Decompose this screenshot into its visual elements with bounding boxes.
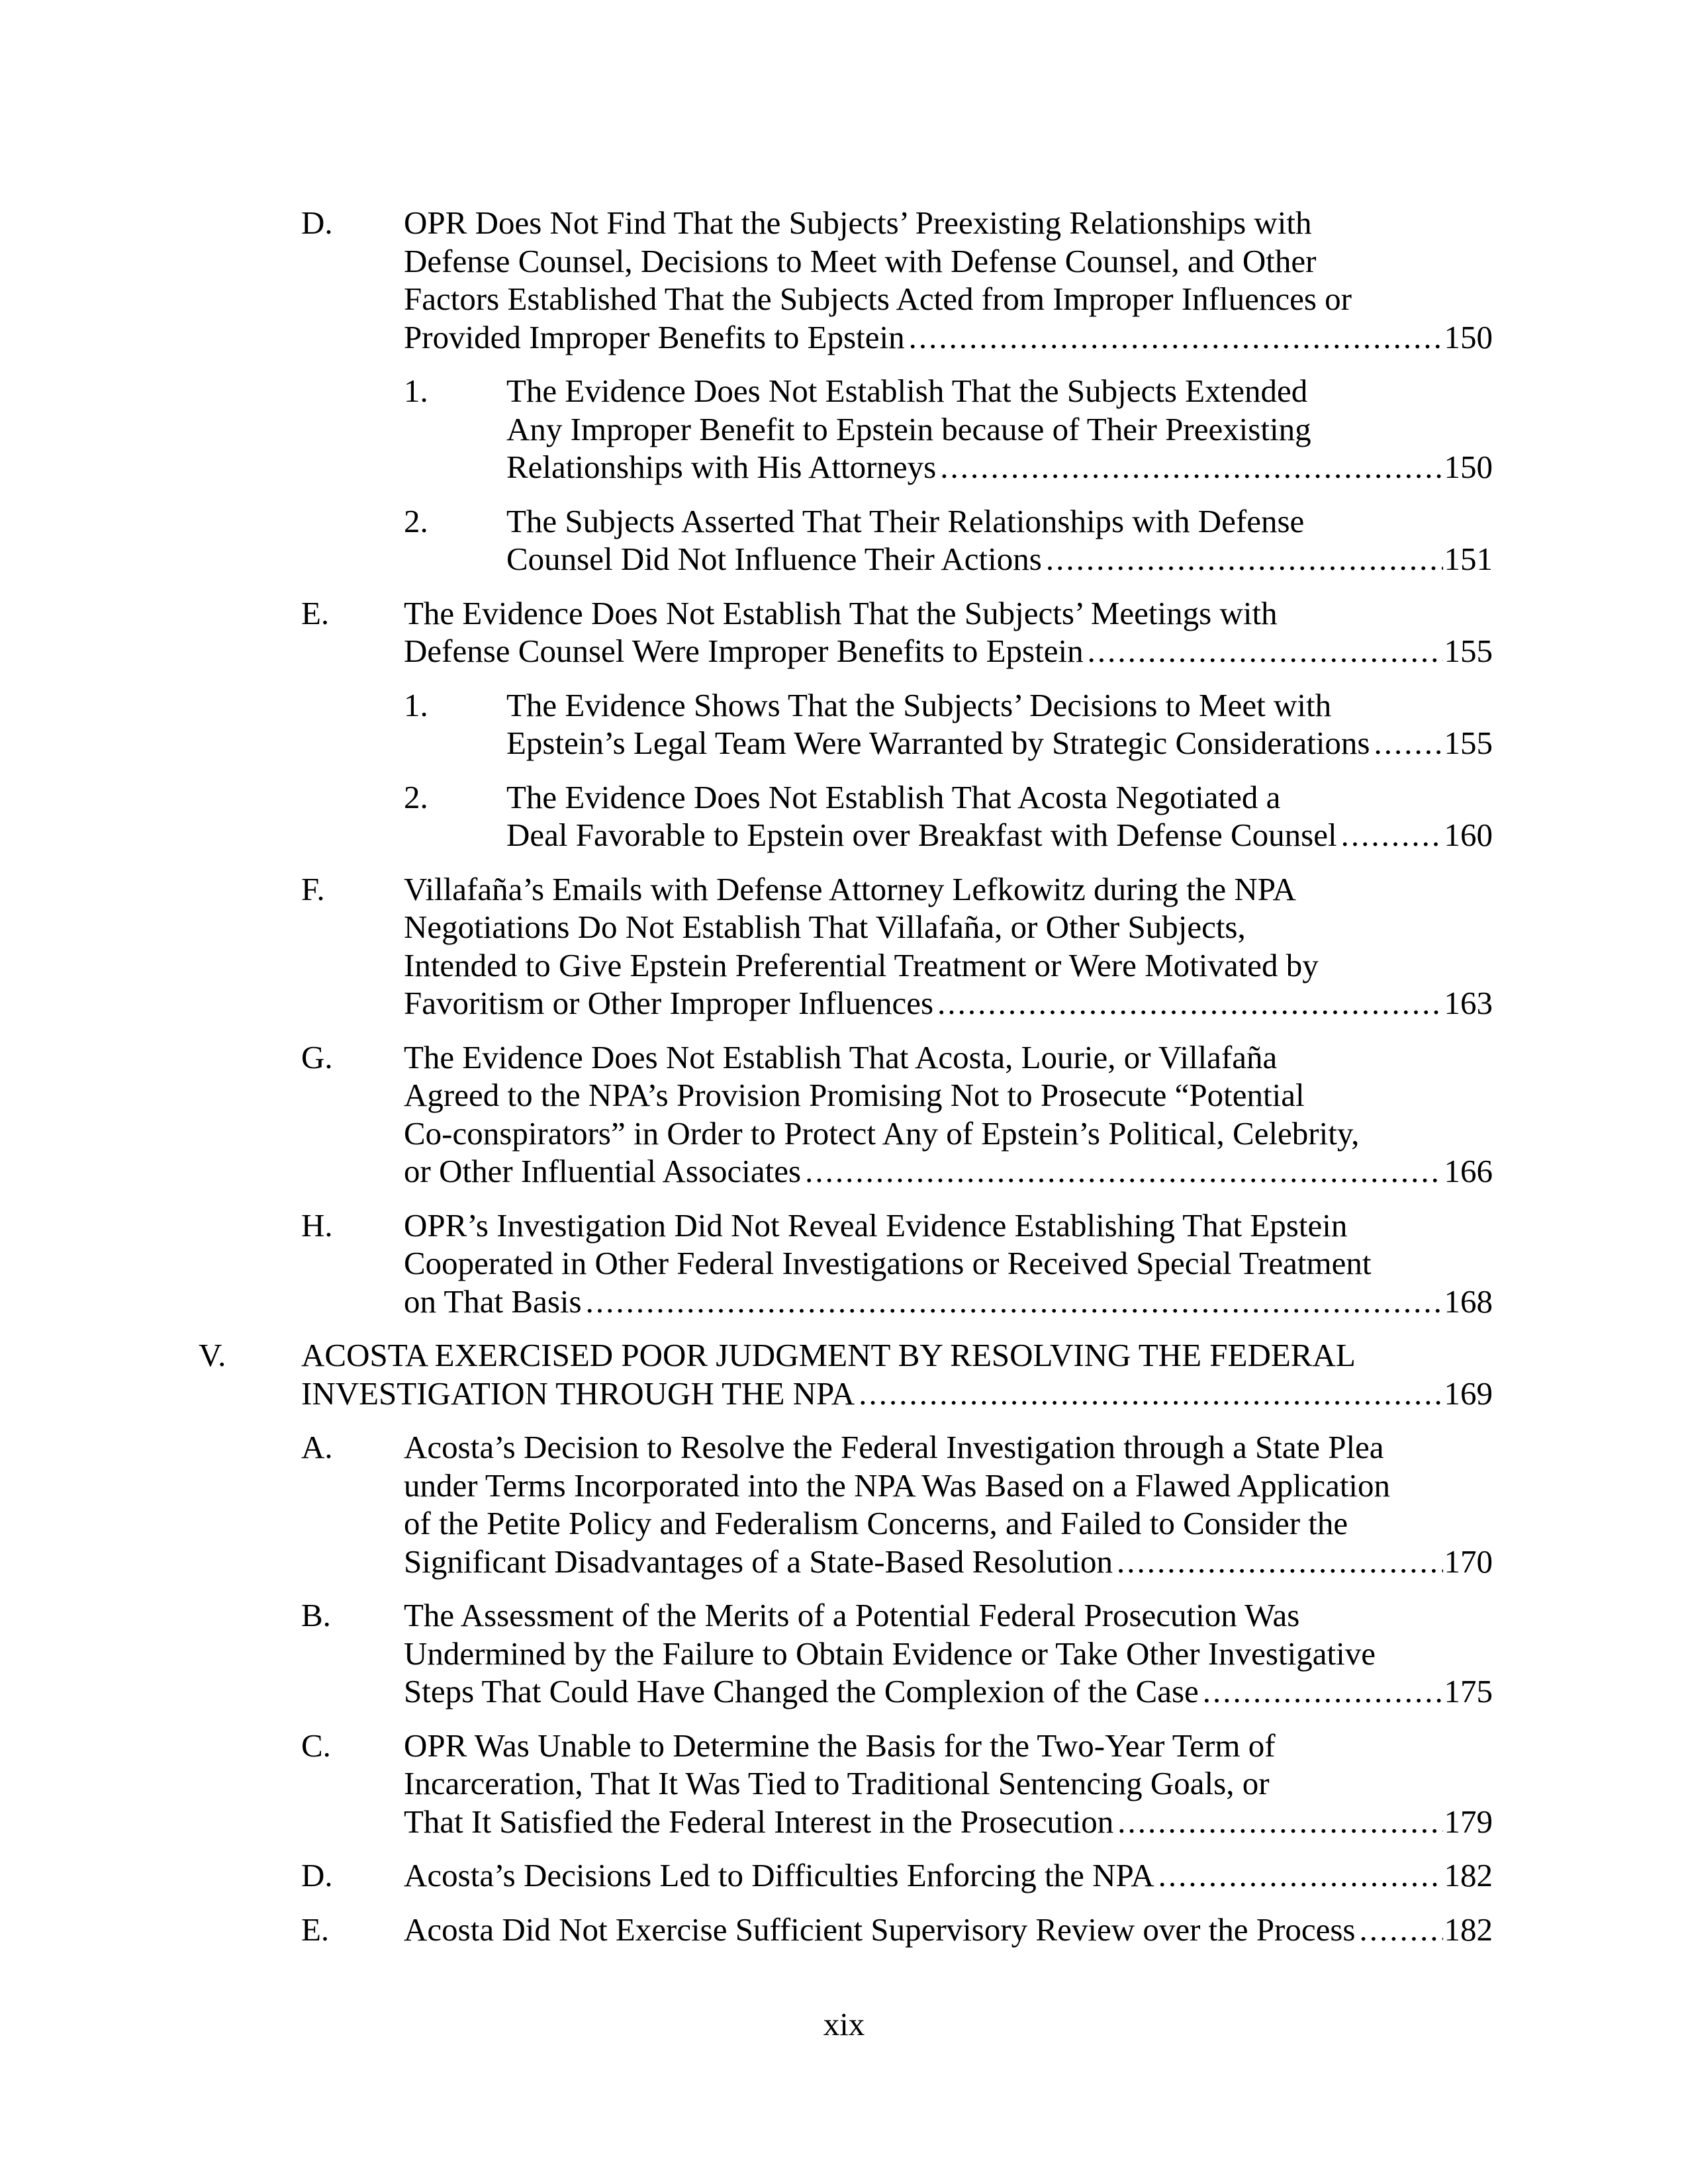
toc-entry-label: 2. (404, 502, 428, 539)
toc-page-number: 155 (1444, 725, 1493, 761)
toc-entry-text-line: Negotiations Do Not Establish That Villafaña, or Other Subjects, (404, 909, 1246, 945)
toc-entry-last-line (404, 318, 1493, 357)
toc-entry-last-line (301, 1375, 1493, 1413)
toc-entry-text-line: Any Improper Benefit to Epstein because of Their Preexisting (506, 410, 1311, 447)
toc-entry-text-line: The Evidence Does Not Establish That the Subjects’ Meetings with (404, 594, 1278, 631)
toc-entry-text-line: Incarceration, That It Was Tied to Traditional Sentencing Goals, or (404, 1765, 1270, 1801)
toc-entry-text-line: INVESTIGATION THROUGH THE NPA (301, 1375, 855, 1412)
toc-page-number: 166 (1444, 1153, 1493, 1189)
toc-entry-e-2 (404, 778, 1493, 854)
toc-entry-body (404, 870, 1493, 1023)
toc-entry-v-e (301, 1911, 1493, 1949)
toc-entry-body (404, 1856, 1493, 1895)
toc-entry-text-line: Acosta’s Decision to Resolve the Federal Investigation through a State Plea (404, 1429, 1384, 1465)
toc-entry-d-1 (404, 372, 1493, 486)
toc-entry-text-line: Acosta Did Not Exercise Sufficient Supervisory Review over the Process (404, 1911, 1356, 1948)
toc-entry-last-line (404, 1911, 1493, 1949)
dot-leader (859, 1375, 1442, 1413)
toc-entry-body (404, 1911, 1493, 1949)
toc-entry-text-line: under Terms Incorporated into the NPA Was Based on a Flawed Application (404, 1467, 1391, 1504)
toc-entry-last-line (506, 816, 1493, 854)
toc-entry-text-line: Relationships with His Attorneys (506, 449, 937, 485)
toc-entry-text-line: Deal Favorable to Epstein over Breakfast with Defense Counsel (506, 817, 1337, 853)
toc-page-number: 168 (1444, 1283, 1493, 1320)
footer-page-number: xix (823, 2006, 865, 2042)
toc-entry-label: F. (301, 870, 325, 907)
toc-entry-body (404, 594, 1493, 670)
toc-page-number: 169 (1444, 1375, 1493, 1412)
toc-entry-body (506, 686, 1493, 762)
toc-entry-text-line: of the Petite Policy and Federalism Concerns, and Failed to Consider the (404, 1505, 1348, 1541)
toc-entry-label: V. (199, 1337, 226, 1373)
dot-leader (940, 448, 1442, 486)
toc-entry-label: G. (301, 1038, 333, 1075)
toc-entry-text-line: Counsel Did Not Influence Their Actions (506, 541, 1042, 577)
toc-entry-label: D. (301, 205, 333, 241)
toc-entry-last-line (404, 1803, 1493, 1841)
toc-entry-label: 1. (404, 373, 428, 409)
dot-leader (586, 1283, 1443, 1321)
toc-entry-text-line: or Other Influential Associates (404, 1153, 802, 1189)
toc-page-number: 150 (1444, 318, 1493, 355)
dot-leader (1088, 632, 1443, 670)
toc-entry-label: A. (301, 1429, 333, 1465)
toc-entry-text-line: Co-conspirators” in Order to Protect Any of Epstein’s Political, Celebrity, (404, 1115, 1360, 1152)
toc-entry-text-line: OPR Does Not Find That the Subjects’ Preexisting Relationships with (404, 205, 1312, 241)
toc-page-number: 182 (1444, 1911, 1493, 1948)
table-of-contents (199, 204, 1493, 1964)
toc-entry-d (301, 204, 1493, 356)
toc-entry-text-line: OPR Was Unable to Determine the Basis for the Two-Year Term of (404, 1727, 1276, 1764)
toc-entry-v-c (301, 1727, 1493, 1841)
toc-entry-text-line: The Subjects Asserted That Their Relationships with Defense (506, 502, 1305, 539)
toc-entry-text-line: Epstein’s Legal Team Were Warranted by Strategic Considerations (506, 725, 1370, 761)
toc-page-number: 163 (1444, 985, 1493, 1021)
toc-entry-text-line: Defense Counsel, Decisions to Meet with Defense Counsel, and Other (404, 242, 1317, 279)
toc-entry-text-line: Defense Counsel Were Improper Benefits to Epstein (404, 633, 1084, 669)
toc-entry-f (301, 870, 1493, 1023)
dot-leader (1359, 1911, 1442, 1949)
toc-entry-label: D. (301, 1857, 333, 1893)
toc-entry-text-line: Cooperated in Other Federal Investigations or Received Special Treatment (404, 1245, 1372, 1281)
toc-entry-last-line (506, 724, 1493, 762)
toc-entry-v (199, 1336, 1493, 1412)
dot-leader (937, 984, 1442, 1023)
toc-entry-body (404, 1038, 1493, 1191)
dot-leader (909, 318, 1443, 357)
toc-entry-label: H. (301, 1206, 333, 1244)
toc-entry-v-a (301, 1428, 1493, 1580)
toc-entry-body (404, 204, 1493, 356)
toc-entry-last-line (404, 1856, 1493, 1895)
toc-page-number: 175 (1444, 1673, 1493, 1709)
toc-entry-text-line: ACOSTA EXERCISED POOR JUDGMENT BY RESOLVING THE FEDERAL (301, 1337, 1356, 1373)
toc-entry-v-d (301, 1856, 1493, 1895)
dot-leader (1203, 1672, 1443, 1711)
dot-leader (1374, 724, 1443, 762)
toc-entry-e (301, 594, 1493, 670)
toc-page-number: 160 (1444, 817, 1493, 853)
toc-entry-text-line: The Evidence Shows That the Subjects’ Decisions to Meet with (506, 686, 1332, 723)
toc-entry-body (404, 1206, 1493, 1321)
page-footer (0, 2005, 1688, 2044)
toc-entry-label: E. (301, 1911, 330, 1948)
toc-page-number: 150 (1444, 449, 1493, 485)
toc-entry-body (506, 372, 1493, 486)
toc-entry-body (404, 1428, 1493, 1580)
toc-entry-text-line: The Evidence Does Not Establish That Acosta Negotiated a (506, 778, 1281, 815)
toc-entry-text-line: Steps That Could Have Changed the Complexion of the Case (404, 1673, 1199, 1709)
toc-page-number: 151 (1444, 541, 1493, 577)
toc-entry-label: E. (301, 594, 330, 631)
toc-page-number: 170 (1444, 1543, 1493, 1580)
toc-entry-last-line (404, 1543, 1493, 1581)
toc-entry-text-line: Acosta’s Decisions Led to Difficulties Enforcing the NPA (404, 1857, 1154, 1893)
toc-entry-text-line: Intended to Give Epstein Preferential Treatment or Were Motivated by (404, 946, 1319, 983)
toc-entry-last-line (506, 540, 1493, 578)
toc-entry-text-line: Factors Established That the Subjects Acted from Improper Influences or (404, 281, 1352, 317)
toc-page-number: 155 (1444, 633, 1493, 669)
toc-entry-label: C. (301, 1727, 331, 1764)
toc-entry-e-1 (404, 686, 1493, 762)
toc-entry-text-line: Significant Disadvantages of a State-Based Resolution (404, 1543, 1113, 1580)
toc-entry-text-line: That It Satisfied the Federal Interest in the Prosecution (404, 1803, 1114, 1840)
toc-entry-text-line: Provided Improper Benefits to Epstein (404, 318, 905, 355)
dot-leader (1341, 816, 1443, 854)
toc-entry-text-line: Villafaña’s Emails with Defense Attorney Lefkowitz during the NPA (404, 870, 1296, 907)
toc-entry-text-line: OPR’s Investigation Did Not Reveal Evidence Establishing That Epstein (404, 1206, 1348, 1244)
toc-entry-g (301, 1038, 1493, 1191)
toc-entry-body (301, 1336, 1493, 1412)
toc-entry-body (404, 1596, 1493, 1711)
toc-entry-body (506, 502, 1493, 578)
toc-entry-last-line (404, 1152, 1493, 1191)
toc-entry-last-line (404, 984, 1493, 1023)
toc-entry-text-line: Undermined by the Failure to Obtain Evidence or Take Other Investigative (404, 1635, 1376, 1672)
dot-leader (1117, 1543, 1443, 1581)
dot-leader (805, 1152, 1442, 1191)
toc-entry-last-line (404, 1672, 1493, 1711)
dot-leader (1158, 1856, 1443, 1895)
toc-entry-last-line (404, 1283, 1493, 1321)
toc-entry-v-b (301, 1596, 1493, 1711)
toc-entry-label: 2. (404, 778, 428, 815)
toc-entry-text-line: The Evidence Does Not Establish That the Subjects Extended (506, 373, 1308, 409)
toc-entry-body (404, 1727, 1493, 1841)
toc-entry-h (301, 1206, 1493, 1321)
toc-entry-text-line: Agreed to the NPA’s Provision Promising Not to Prosecute “Potential (404, 1077, 1305, 1113)
toc-entry-last-line (404, 632, 1493, 670)
toc-page-number: 179 (1444, 1803, 1493, 1840)
toc-entry-d-2 (404, 502, 1493, 578)
toc-entry-label: 1. (404, 686, 428, 723)
toc-entry-body (506, 778, 1493, 854)
toc-entry-text-line: The Evidence Does Not Establish That Acosta, Lourie, or Villafaña (404, 1038, 1278, 1075)
toc-entry-text-line: Favoritism or Other Improper Influences (404, 985, 934, 1021)
toc-page-number: 182 (1444, 1857, 1493, 1893)
toc-entry-text-line: The Assessment of the Merits of a Potential Federal Prosecution Was (404, 1597, 1300, 1633)
dot-leader (1117, 1803, 1442, 1841)
toc-entry-last-line (506, 448, 1493, 486)
toc-entry-text-line: on That Basis (404, 1283, 582, 1320)
toc-entry-label: B. (301, 1597, 331, 1633)
dot-leader (1046, 540, 1443, 578)
